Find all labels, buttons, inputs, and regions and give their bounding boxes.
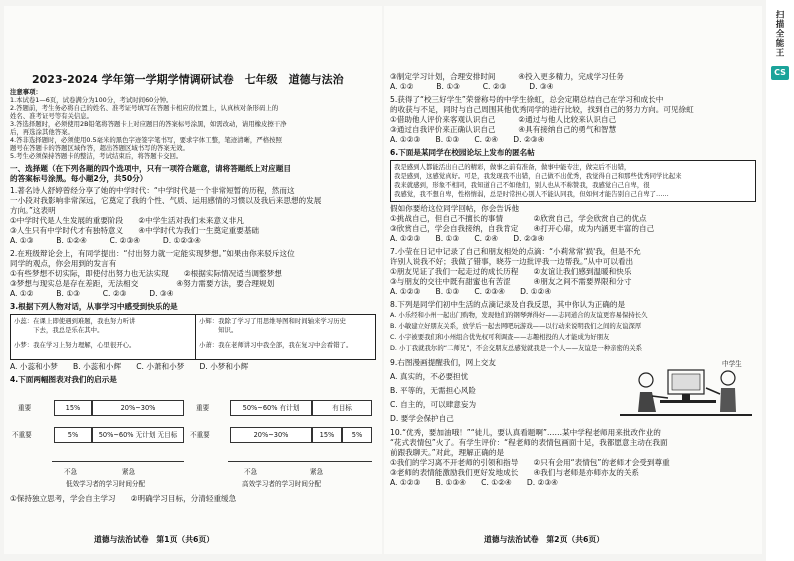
- question-5-option: ①借助他人评价来客观认识自己 ②通过与他人比较来认识自己: [390, 115, 617, 124]
- notice-line: 2.答题前，考生务必将自己的姓名、准考证号填写在答题卡相应的位置上，认真核对条形码上的: [10, 104, 279, 112]
- page-footer: 道德与法治试卷 第2页（共6页）: [484, 535, 605, 544]
- scanner-app-name: 扫描全能王: [774, 10, 784, 58]
- axis-label: 不急: [64, 468, 78, 476]
- question-5: 的收获与不足，同时与自己周围其他优秀同学的进行比较，找到自己的努力方向。可见徐虹: [390, 105, 694, 114]
- question-6-option: ③欣赏自己，学会自我接纳，自我肯定 ④打开心扉，成为内涵更丰富的自己: [390, 224, 655, 233]
- dialog-line: 小辉：我除了学习了用思维导图和时间轴来学习历史: [199, 317, 346, 325]
- dialog-box: [10, 314, 376, 360]
- question-4: 4.下面两幅图表对我们的启示是: [10, 375, 117, 384]
- axis-label: 重要: [18, 404, 32, 412]
- question-9-option: B. 平等的，无需担心风险: [390, 386, 476, 395]
- question-10: “花式表情包”火了。有学生评价：“程老师的表情包画面十足，我都愿意主动在我面: [390, 438, 668, 447]
- chart-cell: 有目标: [312, 400, 372, 416]
- notice-heading: 注意事项：: [10, 88, 42, 96]
- post-line: 我是感到人都能活出自己的精彩，做事之前有准备，做事中能专注，做完后不出错，: [394, 163, 631, 171]
- question-5-choices: A. ①②③ B. ①③ C. ②④ D. ②③④: [390, 135, 545, 144]
- chart-cell: 50%~60% 有计划: [230, 400, 312, 416]
- question-10: 前跟我聊天。”对此，理解正确的是: [390, 448, 505, 457]
- axis-label: 不重要: [12, 431, 32, 439]
- chart-cell: 50%~60% 无计划 无目标: [92, 427, 184, 443]
- question-7-option: ①朋友见证了我们一起走过的成长历程 ②友谊让我们感到温暖和快乐: [390, 267, 632, 276]
- question-1-choices: A. ①③ B. ①②④ C. ②③④ D. ①②③④: [10, 236, 201, 245]
- question-4-option: ③制定学习计划，合理安排时间 ④投入更多精力，完成学习任务: [390, 72, 624, 81]
- question-7: 7.小莹在日记中记录了自己和朋友相处的点滴：“小莉常常'损'我，但是不允: [390, 247, 641, 256]
- question-4-choices: A. ①② B. ①③ C. ②③ D. ③④: [390, 82, 554, 91]
- question-1-option: ①中学时代是人生发展的重要阶段 ②中学生活对我们未来意义非凡: [10, 216, 244, 225]
- question-4-option: ①保持独立思考，学会自主学习 ②明确学习目标，分清轻重缓急: [10, 494, 237, 503]
- axis-label: 紧急: [310, 468, 324, 476]
- question-6-option: ①挑战自己，但自己不擅长的事情 ②欣赏自己，学会欣赏自己的优点: [390, 214, 647, 223]
- question-7: 许别人说我不好；我做了错事，晓芬一边批评我一边帮我。”从中可以看出: [390, 257, 634, 266]
- notice-line: 4.答非选择题时，必须使用0.5毫米的黑色字迹签字笔书写，要求字体工整，笔迹清晰，严格按照: [10, 136, 282, 144]
- question-3-choices: A. 小蕊和小梦 B. 小蕊和小辉 C. 小萧和小梦 D. 小梦和小辉: [10, 362, 249, 371]
- exam-page-2: [384, 6, 762, 554]
- dialog-line: 下去，我总是乐在其中。: [14, 326, 104, 334]
- question-1: 方向。”这表明: [10, 206, 56, 215]
- question-2: 2.在班级辩论会上，有同学提出：“付出努力就一定能实现梦想。”如果由你来驳斥这位: [10, 249, 295, 258]
- question-1: 1.著名诗人舒婷曾经分享了她的中学时代：“中学时代是一个非常短暂的历程，然而这: [10, 186, 295, 195]
- chart-cell: 20%~30%: [230, 427, 312, 443]
- notice-line: 姓名、准考证号等有关信息。: [10, 112, 94, 120]
- question-7-option: ③与朋友的交往中既有甜蜜也有苦涩 ④朋友之间不需要界限和分寸: [390, 277, 632, 286]
- question-8-option: D. 小丁我就我尔的“二师兄”，不会交朋友总感觉就我是一个人——友谊是一种亲密的关系: [390, 344, 643, 352]
- question-2-choices: A. ①② B. ①③ C. ②③ D. ③④: [10, 289, 174, 298]
- notice-line: 3.答选择题时，必须使用2B铅笔将答题卡上对应题目的答案标号涂黑，如需改动，请用橡皮擦干净: [10, 120, 287, 128]
- dialog-line: 知识。: [199, 326, 238, 334]
- question-6: 假如你要给这位同学回帖，你会告诉他: [390, 204, 520, 213]
- chart-caption: 低效学习者的学习时间分配: [66, 480, 146, 488]
- question-6: 6.下面是某同学在校园论坛上发布的匿名帖: [390, 148, 535, 157]
- question-2-option: ③梦想与现实总是存在差距，无法相交 ④努力需要方法，要合理规划: [10, 279, 275, 288]
- chart-caption: 高效学习者的学习时间分配: [242, 480, 322, 488]
- chart-axis: [52, 461, 184, 462]
- question-10-choices: A. ①②③ B. ①③④ C. ①②④ D. ②③④: [390, 478, 558, 487]
- camscanner-logo-icon: CS: [771, 66, 789, 80]
- cartoon-label: 中学生: [722, 360, 742, 368]
- post-line: 我来就感到，形象不相同，我知道自己不如他们，别人也从不称赞我，我感觉自己自卑，很: [394, 181, 650, 189]
- question-1: 一小段对我影响非常深远，它奠定了我的个性、气质、运用感情的习惯以及我后来思想的发展: [10, 196, 322, 205]
- exam-page-1: [4, 6, 382, 554]
- notice-line: 题号在答题卡的答题区域作答，超出答题区域书写的答案无效。: [10, 144, 189, 152]
- post-line: 我感觉，我不想自卑，性格惰弱，总是时常担心别人不能认同我，但如何才能告别自己自卑了……: [394, 190, 669, 198]
- notice-line: 5.考生必须保持答题卡的整洁，考试结束后，将答题卡交回。: [10, 152, 183, 160]
- cartoon-illustration: [620, 358, 752, 422]
- question-2-option: ①有些梦想不切实际，即使付出努力也无法实现 ②根据实际情况适当调整梦想: [10, 269, 282, 278]
- chart-cell: 15%: [54, 400, 92, 416]
- question-10: 10.“优秀，要加油哦！”“徒儿，要认真看题啊”……某中学程老师用来批改作业的: [390, 428, 661, 437]
- question-9: 9.右图漫画提醒我们，网上交友: [390, 358, 496, 367]
- question-8-option: C. 小宇被要我们和小州组合优先权可利调查——志趣相投的人才能成为好朋友: [390, 333, 610, 341]
- dialog-line: 小萧：我在老师讲习中我全部，我在复习中会看错了。: [199, 341, 353, 349]
- chart-cell: 20%~30%: [92, 400, 184, 416]
- chart-cell: 15%: [312, 427, 342, 443]
- question-8-option: A. 小乐经和小州一起出门购物，发现他们的钢琴弹得好——志同道合的友谊更容易保持长久: [390, 311, 648, 319]
- forum-post: [390, 160, 756, 202]
- question-10-option: ③老师的表情能激励我们更好发地成长 ④我们与老师是亦师亦友的关系: [390, 468, 640, 477]
- page-footer: 道德与法治试卷 第1页（共6页）: [94, 535, 215, 544]
- question-5: 5.获得了“校三好学生”荣誉称号的中学生徐虹，总会定期总结自己在学习和成长中: [390, 95, 664, 104]
- question-2: 同学的观点，你会用到的发言有: [10, 259, 117, 268]
- chart-cell: 5%: [54, 427, 92, 443]
- notice-line: 1.本试卷1—6页，试卷满分为100分，考试时间60分钟。: [10, 96, 173, 104]
- axis-label: 不重要: [190, 431, 210, 439]
- exam-title: 2023-2024 学年第一学期学情调研试卷 七年级 道德与法治: [32, 73, 344, 86]
- question-1-option: ③人生只有中学时代才有独特意义 ④中学时代为我们一生奠定重要基础: [10, 226, 260, 235]
- question-10-option: ①我们的学习离不开老师的引领和指导 ②只有会用“表情包”的老师才会受到尊重: [390, 458, 670, 467]
- axis-label: 紧急: [122, 468, 136, 476]
- question-5-option: ③通过自我评价来正确认识自己 ④具有接纳自己的勇气和智慧: [390, 125, 617, 134]
- dialog-line: 小蕊：在课上即使遇到难题，我也努力听讲: [14, 317, 136, 325]
- section-heading: 的答案标号涂黑。每小题2分，共50分）: [10, 174, 148, 183]
- dialog-line: 小梦：我在学习上努力理解，心里很开心。: [14, 341, 136, 349]
- scanner-sidebar: [766, 0, 794, 561]
- question-8: 8.下列是同学们初中生活的点滴记录及自我反思，其中你认为正确的是: [390, 300, 626, 309]
- axis-label: 重要: [196, 404, 210, 412]
- notice-line: 后，再选涂其他答案。: [10, 128, 74, 136]
- question-9-option: D. 要学会保护自己: [390, 414, 454, 423]
- question-7-choices: A. ①②③ B. ①③ C. ②③④ D. ①②④: [390, 287, 552, 296]
- question-3: 3.根据下列人物对话，从事学习中感受到快乐的是: [10, 302, 178, 311]
- section-heading: 一、选择题（在下列各题的四个选项中，只有一项符合题意，请将答题纸上对应题目: [10, 164, 291, 173]
- chart-cell: 5%: [342, 427, 372, 443]
- question-6-choices: A. ①②③ B. ①③ C. ②④ D. ②③④: [390, 234, 545, 243]
- question-8-option: B. 小敏建立好朋友关系，放学后一起去网吧玩游戏——以行动来说明我们之间的友谊深厚: [390, 322, 642, 330]
- question-9-option: A. 真实的，不必要担忧: [390, 372, 469, 381]
- chart-axis: [228, 461, 372, 462]
- axis-label: 不急: [244, 468, 258, 476]
- post-line: 我是感到，这感觉真好。可是，我发现我不出错，自己做不出优秀，我觉得自己和那些优秀同学比起来: [394, 172, 682, 180]
- question-9-option: C. 自主的，可以肆意妄为: [390, 400, 477, 409]
